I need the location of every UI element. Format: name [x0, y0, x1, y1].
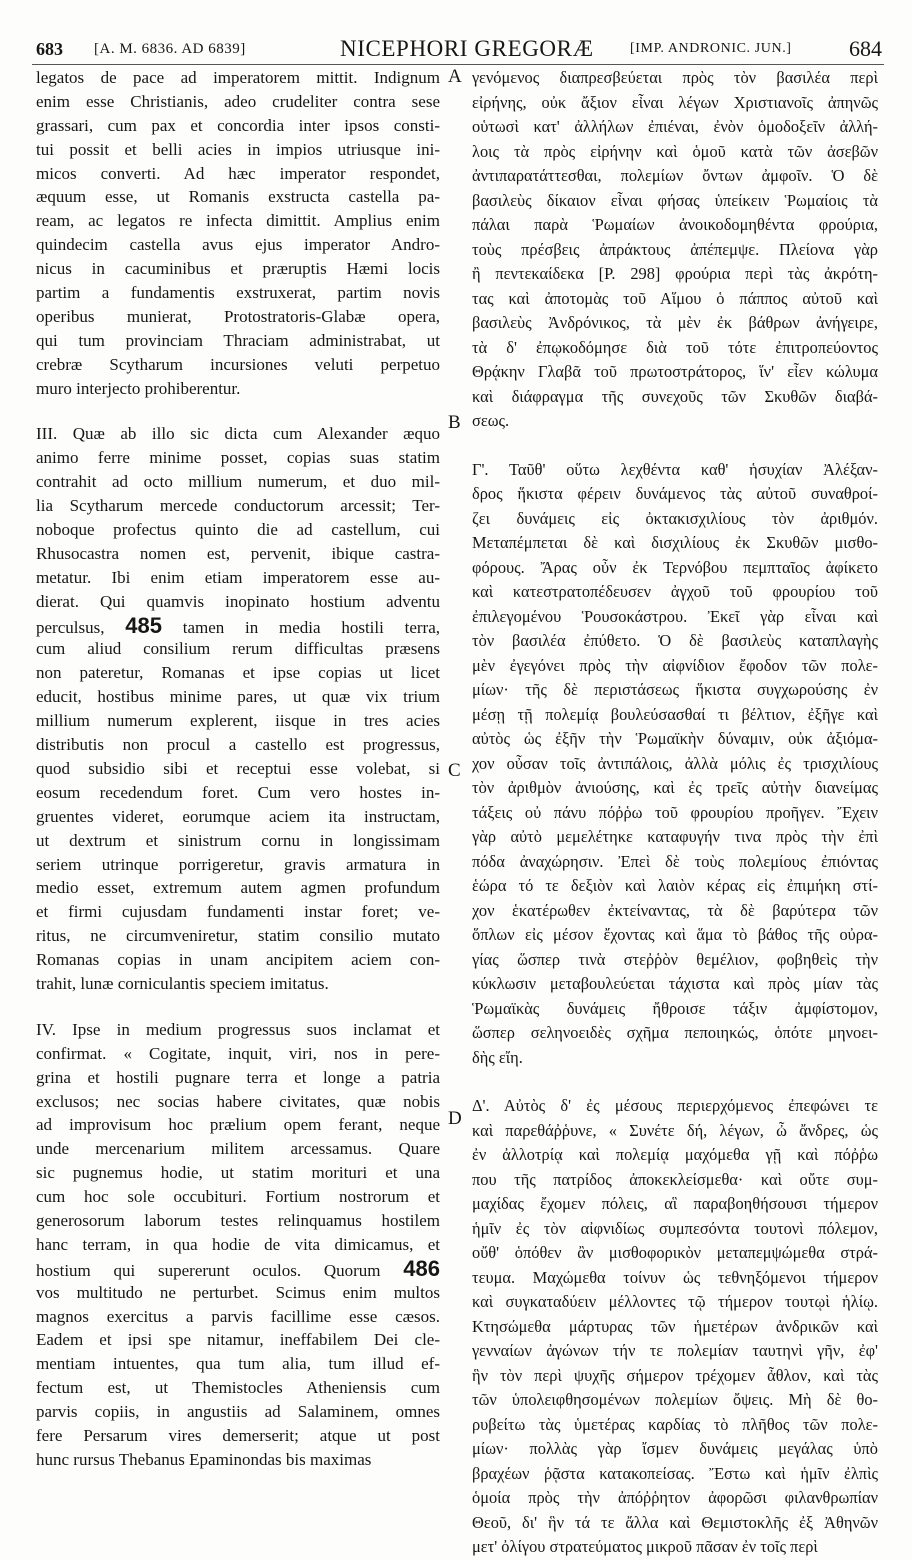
text-line: qui tum provinciam Thraciam administrabat, ut — [36, 330, 440, 350]
text-line: ad improvisum hoc prælium opem ferant, neque — [36, 1115, 440, 1135]
text-line: gruentes videret, eorumque aciem ita instructam, — [36, 806, 440, 826]
text-line: micos converti. Ad hæc imperator respondet, — [36, 163, 440, 183]
right-page-number: 684 — [849, 36, 882, 61]
greek-paragraph — [472, 66, 878, 434]
text-line: unde mercenarium militem arcessamus. Quare — [36, 1139, 440, 1159]
text-line: eosum recedendum foret. Cum vero hostes in- — [36, 782, 440, 802]
text-line: μίων· πολλὰς γὰρ ἴσμεν δυνάμεις μεγάλας ὑπὸ — [472, 1439, 878, 1458]
text-line: exclusos; nec socias habere civitates, quæ nobis — [36, 1091, 440, 1111]
text-line: μὲν ἐγεγόνει πρὸς τὴν αἰφνίδιον ἔφοδον τῶν πολε- — [472, 655, 878, 675]
latin-column — [36, 66, 440, 1472]
text-line: Rhusocastra nomen est, pervenit, ibique castra- — [36, 543, 440, 563]
text-line: μετ' ὀλίγου στρατεύματος μικροῦ πᾶσαν ἐν τοῖς περὶ — [472, 1537, 818, 1556]
text-line: muro interjecto prohiberentur. — [36, 378, 241, 398]
text-line: Θρᾴκην Γλαβᾶ τοῦ πρωτοστράτορος, ἵν' εἶεν κώλυμα — [472, 362, 878, 381]
text-line: noboque profectus quinto die ad castellum, cui — [36, 520, 440, 540]
text-line: metatur. Ibi enim etiam imperatorem esse au- — [36, 567, 440, 587]
text-line: Γ'. Ταῦθ' οὕτω λεχθέντα καθ' ἡσυχίαν Ἀλέξαν- — [472, 459, 878, 479]
latin-paragraph — [36, 66, 440, 400]
text-line: ὅπλων εἰς μέσον ἔχοντας καὶ ἅμα τὸ βάθος τῆς οὐρα- — [472, 925, 878, 944]
margin-letter-a: A — [448, 66, 462, 87]
text-line: τάξεις οὐ πάνυ πόῤῥω τοῦ φρουρίου προῆγεν. Ἔχειν — [472, 802, 878, 822]
text-line: γίας ὥσπερ τινὰ στεῤῥὸν θεμέλιον, φοβηθεὶς τὴν — [472, 949, 878, 969]
text-line: μίων· τῆς δὲ περιστάσεως ἥκιστα συγχωρούσης ἐν — [472, 680, 878, 699]
right-context-bracket: [IMP. ANDRONIC. JUN.] — [630, 41, 792, 56]
text-line: III. Quæ ab illo sic dicta cum Alexander æquo — [36, 424, 440, 444]
text-line: τῶν ὑπολειφθησομένων πολεμίων ὄψεις. Μὴ δὲ θο- — [472, 1390, 878, 1409]
text-line: dierat. Qui quamvis inopinato hostium adventu — [36, 591, 440, 611]
text-line: βραχέων ῥᾷστα κατακοπείσας. Ἔστω καὶ ἡμῖν ἐλπὶς — [472, 1463, 878, 1483]
text-line: γὰρ αὐτὸ μεμελέτηκε καταφυγήν τινα πρὸς τὴν ἐπὶ — [472, 827, 878, 846]
text-line: IV. Ipse in medium progressus suos inclamat et — [36, 1019, 440, 1039]
text-line: τὰ δ' ἐπῳκοδόμησε διὰ τοῦ τότε ἐπιτροπεύοντος — [472, 337, 878, 357]
text-line: non pateretur, Romanas et ipse copias ut licet — [36, 663, 440, 683]
text-line: ἐν ἀλλοτρίᾳ καὶ πολεμίᾳ μαχόμεθα γῇ καὶ πόῤῥω — [472, 1145, 878, 1164]
text-line: δὴς εἴη. — [472, 1047, 523, 1067]
text-line: operibus munierat, Protostratoris-Glabæ opera, — [36, 306, 440, 326]
text-line: καὶ παρεθάῤῥυνε, « Συνέτε δή, λέγων, ὦ ἄνδρες, ὡς — [472, 1120, 878, 1140]
text-line: animo ferre minime posset, copias suas statim — [36, 448, 440, 468]
text-line: οὔθ' ὁπόθεν ἂν μισθοφορικὸν μεταπεμψώμεθα στρά- — [472, 1243, 878, 1262]
reference-number: 485 — [125, 613, 162, 638]
text-line: σεως. — [472, 411, 510, 430]
text-line: ἐπιλεγομένου Ῥουσοκάστρου. Ἐκεῖ γὰρ εἶναι καὶ — [472, 606, 878, 626]
left-date-bracket: [A. M. 6836. AD 6839] — [94, 41, 246, 57]
page-title: NICEPHORI GREGORÆ — [340, 36, 594, 61]
text-line: fectum est, ut Themistocles Atheniensis cum — [36, 1378, 440, 1398]
text-line: λοις τὰ πρὸς εἰρήνην καὶ ὁμοῦ κατὰ τῶν ἀσεβῶν — [472, 141, 878, 161]
text-line: γενόμενος διαπρεσβεύεται πρὸς τὸν βασιλέα περὶ — [472, 68, 878, 87]
text-line: καὶ κατεστρατοπέδευσεν ἀγχοῦ τοῦ φρουρίου τοῦ — [472, 582, 878, 601]
text-line: ζει δυνάμεις εἰς ὀκτακισχιλίους τὸν ἀριθμόν. — [472, 508, 878, 528]
reference-number: 486 — [403, 1256, 440, 1281]
text-line: τὸν βασιλέα ἐπύθετο. Ὁ δὲ βασιλεὺς καταπλαγὴς — [472, 631, 878, 650]
text-line: Eadem et ipsi spe nitamur, ineffabilem Dei cle- — [36, 1330, 440, 1350]
text-line: ὁμοία πρὸς τὴν ἀπόῤῥητον ἀφορῶσι φιλανθρωπίαν — [472, 1488, 878, 1507]
greek-paragraph — [472, 458, 878, 1071]
text-line: hanc terram, in qua hodie de vita dimicamus, et — [36, 1234, 440, 1254]
margin-letter-b: B — [448, 412, 461, 433]
text-line: confirmat. « Cogitate, inquit, viri, nos in pere- — [36, 1043, 440, 1063]
text-line: millium numerum explerent, iisque in tres acies — [36, 711, 440, 731]
text-line: ἢ πεντεκαίδεκα [P. 298] φρούρια περὶ τὰς ἀκρότη- — [472, 264, 878, 283]
text-line: βασιλεὺς δίκαιον εἶναι φήσας ὑπείκειν Ῥωμαίοις τὰ — [472, 190, 878, 210]
text-line: μαχίδας ἔχομεν πόλεις, αἳ παραβοηθήσουσι τήμερον — [472, 1194, 878, 1213]
text-line: nicus in cacuminibus et præruptis Hæmi locis — [36, 259, 440, 279]
text-line: enim esse Christianis, adeo crudeliter contra sese — [36, 91, 440, 111]
margin-letter-d: D — [448, 1108, 462, 1129]
text-line: καὶ συγκαταδύειν μέλλοντες τῷ τήμερον τουτῳὶ ἡλίῳ. — [472, 1292, 878, 1311]
text-line: perculsus, 485 tamen in media hostili terra, — [36, 613, 440, 638]
text-line: contrahit ad octo millium numerum, et duo mil- — [36, 472, 440, 492]
text-line: æquum esse, ut Romanis exstructa castella pa- — [36, 187, 440, 207]
text-line: Romanas copias in unam ancipitem aciem con- — [36, 950, 440, 970]
text-line: τὸν ἀριθμὸν ἀνιούσης, καὶ ἐς τρεῖς αὐτὴν διανείμας — [472, 778, 878, 797]
text-line: τας καὶ ἀποτομὰς τοῦ Αἵμου ὁ πάππος αὐτοῦ καὶ — [472, 288, 878, 308]
text-line: αὐτὸς ὡς ἐξῆν τὴν Ῥωμαϊκὴν δύναμιν, οὐκ ἀξιόμα- — [472, 729, 878, 748]
text-line: crebræ Scytharum incursiones veluti perpetuo — [36, 354, 440, 374]
text-line: grassari, cum pax et concordia inter ipsos consti- — [36, 115, 440, 135]
text-line: Ῥωμαϊκὰς δυνάμεις ἤθροισε τάξιν ἀμφίστομον, — [472, 998, 878, 1018]
text-line: φόρους. Ἄρας οὖν ἐκ Τερνόβου πεμπταῖος ἀφίκετο — [472, 557, 878, 577]
text-line: tui possit et belli acies in impios utriusque ini- — [36, 139, 440, 159]
running-header — [36, 34, 882, 64]
text-line: quindecim castella avus ejus imperator Andro- — [36, 235, 440, 255]
text-line: generosorum laborum testes relinquamus hostilem — [36, 1210, 440, 1230]
text-line: et firmi cujusdam fundamenti instar foret; ve- — [36, 902, 440, 922]
text-line: ἀντιπαρατάττεσθαι, πολεμίων ὄντων ἀμφοῖν. Ὁ δὲ — [472, 166, 878, 185]
text-line: ut dextrum et sinistrum cornu in longissimam — [36, 830, 440, 850]
text-line: δρος ἥκιστα φέρειν δυνάμενος τὰς αὐτοῦ συναθροί- — [472, 484, 878, 503]
text-line: ὥσπερ σεληνοειδὲς σχῆμα πεποιηκώς, ὁπότε μηνοει- — [472, 1023, 878, 1042]
text-line: κύκλωσιν μεταβουλεύεται τάχιστα καὶ πρὸς μίαν τὰς — [472, 974, 878, 993]
text-line: ritus, ne circumveniretur, statim consilio mutato — [36, 926, 440, 946]
text-line: βασιλεὺς Ἀνδρόνικος, τὰ μὲν ἐκ βάθρων ἀνήγειρε, — [472, 313, 878, 332]
text-line: hunc rursus Thebanus Epaminondas bis maximas — [36, 1449, 372, 1469]
text-line: legatos de pace ad imperatorem mittit. Indignum — [36, 68, 440, 87]
text-line: Μεταπέμπεται δὲ καὶ δισχιλίους ἐκ Σκυθῶν μισθο- — [472, 533, 878, 552]
text-line: τοὺς πρέσβεις ἀπράκτους ἀπέπεμψε. Πλείονα γὰρ — [472, 239, 878, 259]
text-line: trahit, lunæ corniculantis speciem imitatus. — [36, 973, 329, 993]
text-line: lia Scytharum mercede conductorum arcessit; Ter- — [36, 496, 440, 516]
text-line: medio esset, extremum autem agmen profundum — [36, 878, 440, 898]
text-line: Κτησώμεθα μάρτυρας τῶν ἡμετέρων ἀνδρικῶν καὶ — [472, 1316, 878, 1336]
text-line: χον οὖσαν τοῖς ἀντιπάλοις, ἀλλὰ μόλις ἐς τρισχιλίους — [472, 753, 878, 773]
text-line: distributis non procul a castello est progressus, — [36, 735, 440, 755]
text-line: educit, hostibus minime pares, ut quæ vix trium — [36, 687, 440, 707]
text-line: πόδα ἀναχώρησιν. Ἐπεὶ δὲ τοὺς πολεμίους ἐπιόντας — [472, 851, 878, 871]
text-line: οὑτωσὶ κατ' ἀλλήλων ἐπιέναι, ἐνὸν ὁμοδοξεῖν ἀλλή- — [472, 117, 878, 136]
greek-column — [472, 66, 878, 1560]
text-line: χον ἑκατέρωθεν ἐκτείναντας, τὰ δὲ βαρύτερα τῶν — [472, 900, 878, 920]
margin-letter-c: C — [448, 760, 461, 781]
text-line: που τῆς πατρίδος ἀποκεκλείσμεθα· καὶ οὔτε συμ- — [472, 1169, 878, 1189]
text-line: hostium qui supererunt oculos. Quorum 486 — [36, 1256, 440, 1281]
text-line: parvis copiis, in angustiis ad Salaminem, omnes — [36, 1402, 440, 1422]
text-line: Δ'. Αὐτὸς δ' ἐς μέσους περιερχόμενος ἐπεφώνει τε — [472, 1096, 878, 1115]
text-line: cum hoc sole occubituri. Fortium nostrorum et — [36, 1187, 440, 1207]
latin-paragraph — [36, 422, 440, 995]
text-line: quod subsidio sibi et receptui esse volebat, si — [36, 758, 440, 778]
text-line: ἑώρα τό τε δεξιὸν καὶ λαιὸν κέρας εἰς ἐπιμήκη στί- — [472, 876, 878, 895]
text-line: sic pugnemus hodie, ut statim morituri et una — [36, 1163, 440, 1183]
text-line: seriem utrinque porrigeretur, gravis armatura in — [36, 854, 440, 874]
text-line: grina et hostili pugnare terra et longe a patria — [36, 1067, 440, 1087]
text-line: mentiam intuentes, qua tum alia, tum illud ef- — [36, 1354, 440, 1374]
left-page-number: 683 — [36, 39, 63, 59]
text-line: ream, ac legatos re infecta dimittit. Amplius enim — [36, 211, 440, 231]
text-line: ἣν τὸν περὶ ψυχῆς σήμερον τρέχομεν ἆθλον, καὶ τὰς — [472, 1365, 878, 1385]
text-line: magnos exercitus a parvis facillime esse cæsos. — [36, 1306, 440, 1326]
text-line: vos multitudo ne perturbet. Scimus enim multos — [36, 1282, 440, 1302]
text-line: μέσῃ τῇ πολεμίᾳ βουλεύσασθαί τι βέλτιον, ἐξῆγε καὶ — [472, 704, 878, 724]
text-line: partim a fundamentis exstruxerat, partim novis — [36, 283, 440, 303]
text-line: πάλαι παρὰ Ῥωμαίων ἀνοικοδομηθέντα φρούρια, — [472, 215, 878, 234]
text-line: ρυβείτω τὰς ὑμετέρας καρδίας τὸ πλῆθος τῶν πολε- — [472, 1414, 878, 1434]
text-line: fere Persarum vires demerserit; atque ut post — [36, 1425, 440, 1445]
latin-paragraph — [36, 1018, 440, 1472]
text-line: καὶ διάφραγμα τῆς συνεχοῦς τῶν Σκυθῶν διαβά- — [472, 386, 878, 406]
greek-paragraph — [472, 1094, 878, 1560]
text-line: cum aliud consilium rerum difficultas præsens — [36, 639, 440, 659]
text-line: τευμα. Μαχώμεθα τοίνυν ὡς τεθνηξόμενοι τήμερον — [472, 1267, 878, 1287]
text-line: ἡμῖν ἐς τὸν αἰφνιδίως συμπεσόντα τουτονὶ πόλεμον, — [472, 1218, 878, 1238]
text-line: γενναίων ἀγώνων τήν τε πολεμίαν ταυτηνὶ γῆν, ἐφ' — [472, 1341, 878, 1360]
text-line: Θεοῦ, δι' ἣν τά τε ἄλλα καὶ Θεμιστοκλῆς ἐξ Ἀθηνῶν — [472, 1512, 878, 1532]
text-line: εἰρήνης, οὐκ ἄξιον εἶναι λέγων Χριστιανοῖς ἀπηνῶς — [472, 92, 878, 112]
header-rule — [32, 64, 884, 65]
